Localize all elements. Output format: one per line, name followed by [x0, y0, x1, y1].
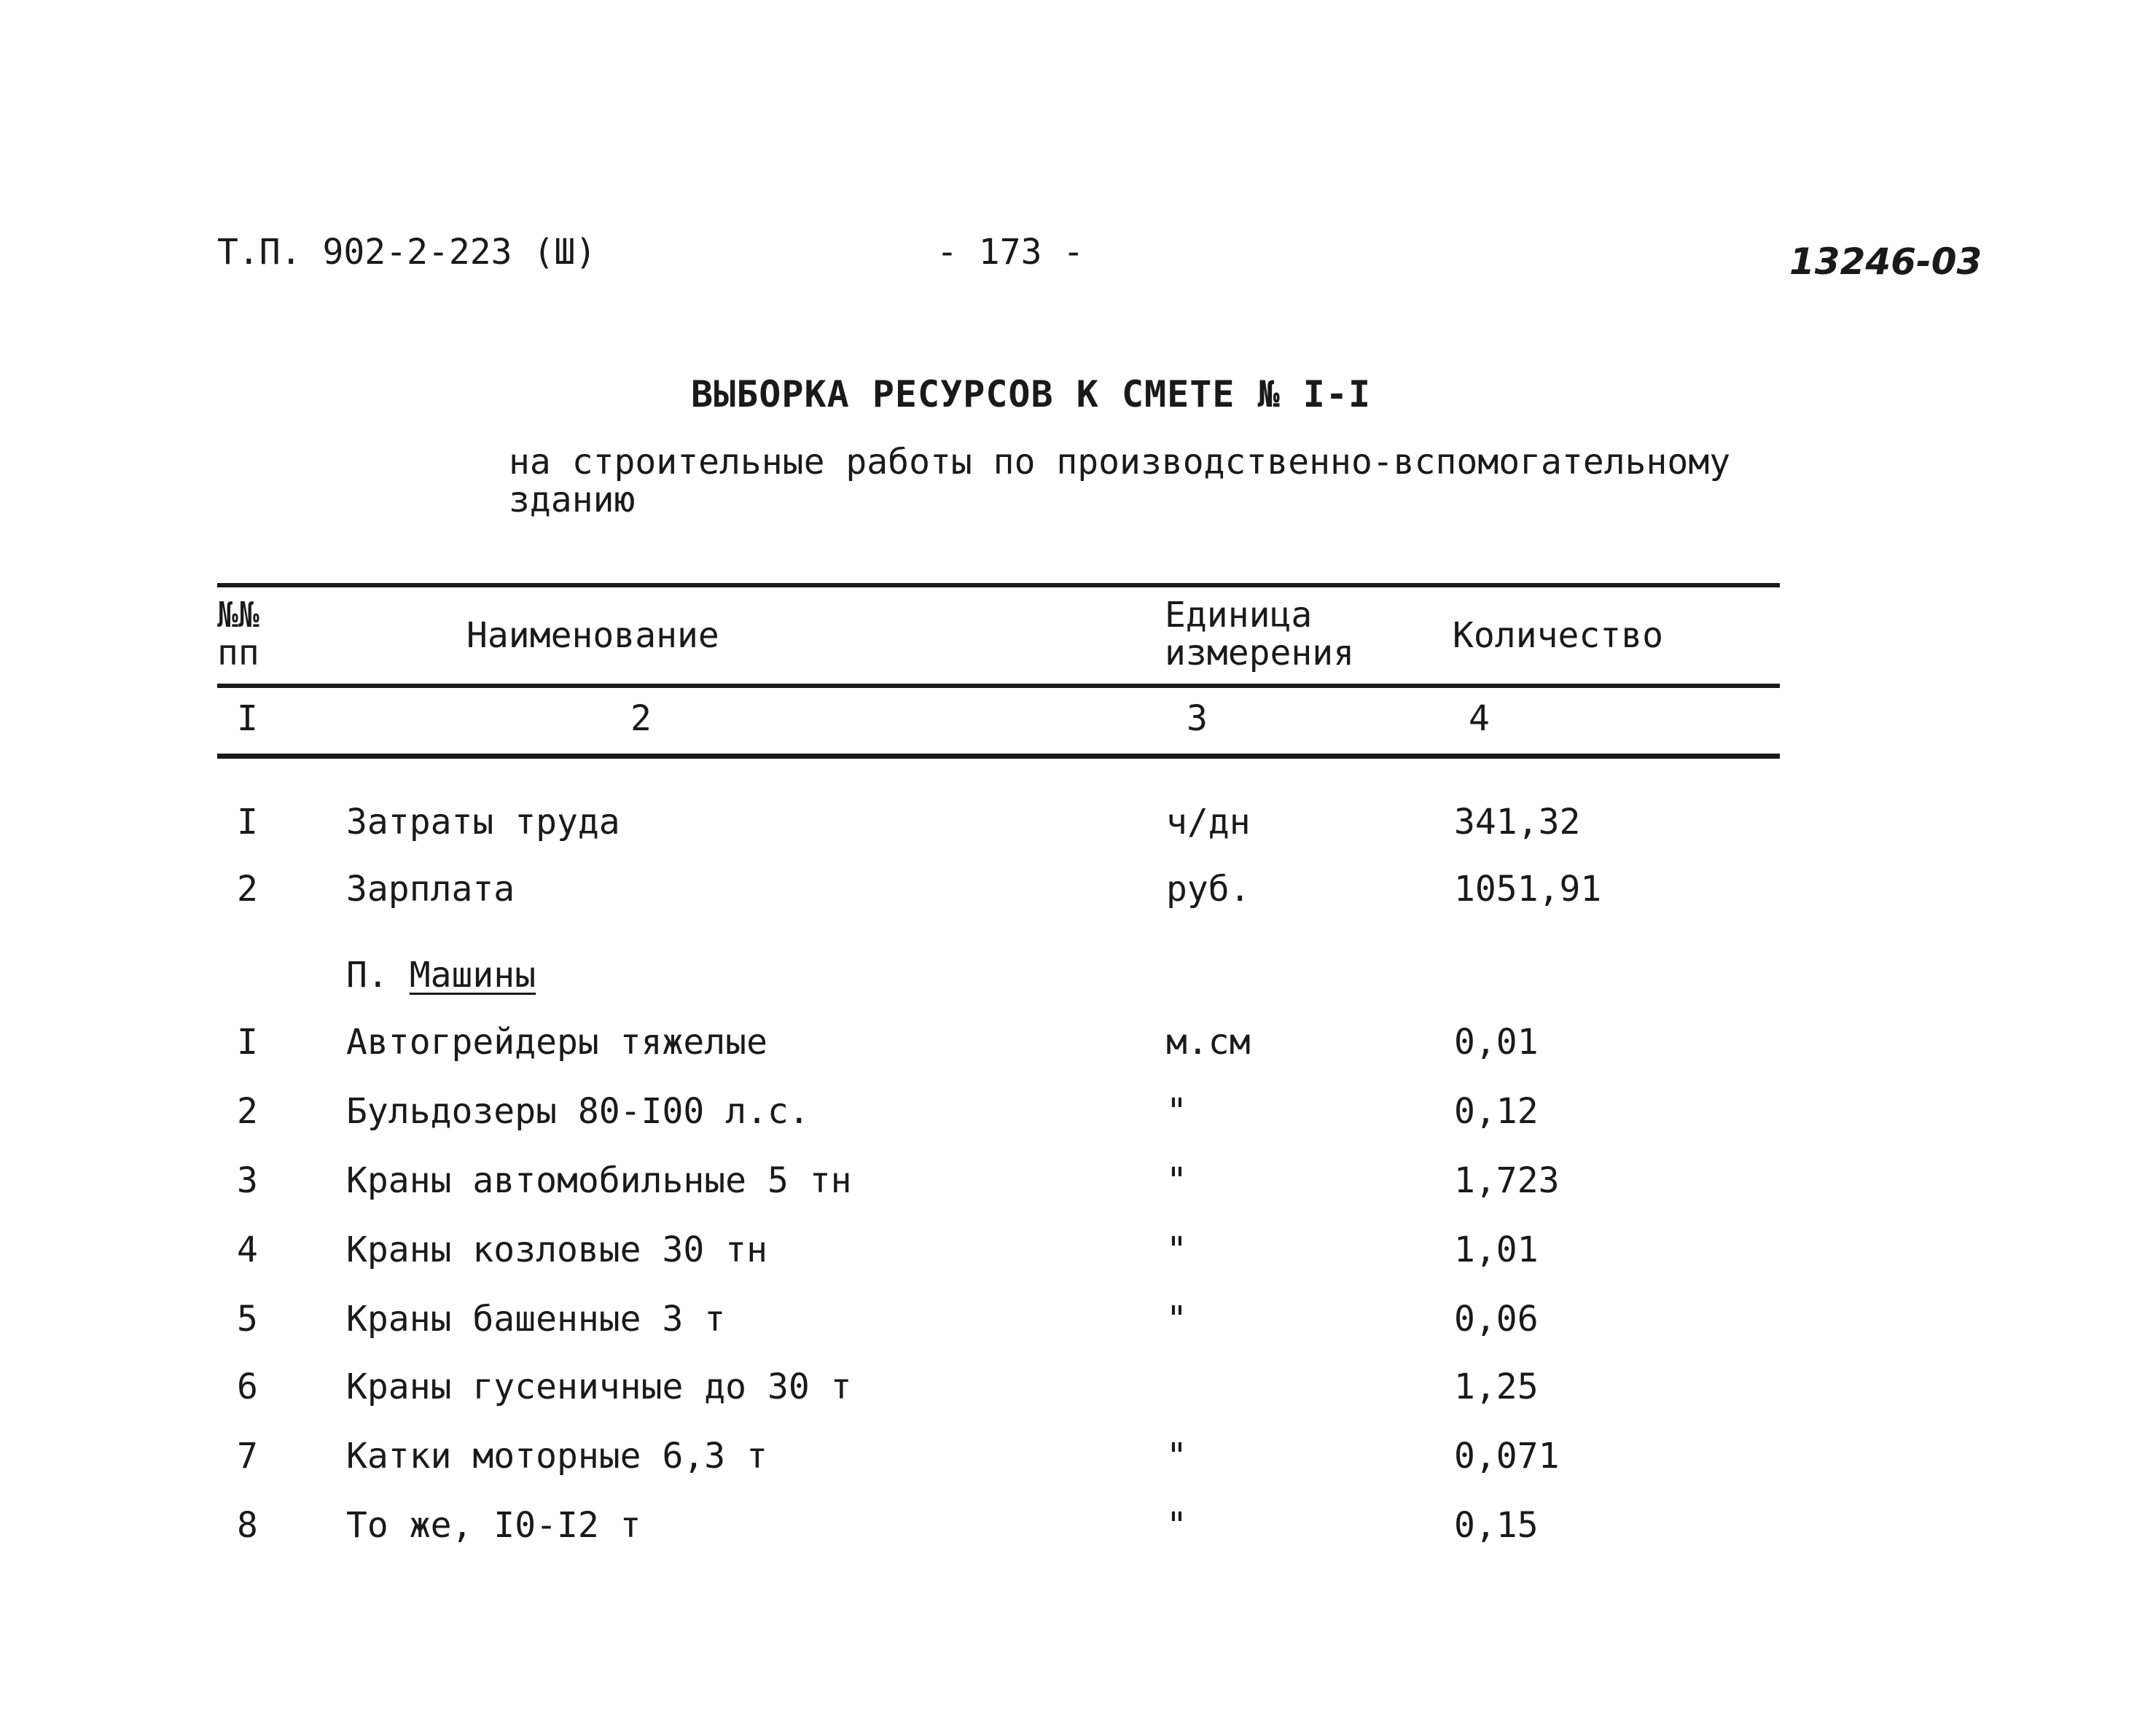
row-number: 6 [237, 1366, 258, 1407]
document-code: Т.П. 902-2-223 (Ш) [217, 232, 597, 273]
row-number: I [237, 802, 258, 842]
table-row [0, 869, 2153, 912]
row-number: 5 [237, 1299, 258, 1340]
row-name: Катки моторные 6,3 т [346, 1436, 767, 1477]
row-quantity: 0,15 [1454, 1505, 1539, 1546]
row-quantity: 0,01 [1454, 1022, 1539, 1063]
column-number-rule [217, 754, 1780, 759]
row-number: 2 [237, 869, 258, 910]
document-title: ВЫБОРКА РЕСУРСОВ К СМЕТЕ № I-I [691, 373, 1372, 415]
header-unit: Единица измерения [1165, 595, 1355, 673]
page-number: - 173 - [937, 232, 1085, 273]
document-subtitle: на строительные работы по производственно-вспомогательному зданию [509, 442, 1731, 520]
row-unit: м.см [1166, 1022, 1251, 1063]
header-number: №№ пп [217, 595, 259, 673]
row-name: Краны козловые 30 тн [346, 1229, 767, 1270]
row-name: Краны автомобильные 5 тн [346, 1160, 852, 1201]
table-row [0, 1436, 2153, 1479]
table-row [0, 1505, 2153, 1549]
header-name: Наименование [466, 615, 719, 656]
table-row [0, 1160, 2153, 1204]
row-unit: руб. [1166, 869, 1251, 910]
row-name: Затраты труда [346, 802, 620, 842]
row-name: Краны башенные 3 т [346, 1299, 726, 1340]
row-quantity: 1,01 [1454, 1229, 1539, 1270]
row-unit: " [1166, 1505, 1187, 1546]
row-quantity: 0,06 [1454, 1299, 1539, 1340]
row-number: 7 [237, 1436, 258, 1477]
row-quantity: 1,723 [1454, 1160, 1560, 1201]
row-quantity: 0,12 [1454, 1091, 1539, 1132]
header-separator-rule [217, 684, 1780, 688]
row-unit: ч/дн [1166, 802, 1251, 842]
archive-number: 13246-03 [1789, 241, 1982, 283]
section-heading [346, 955, 536, 996]
row-unit: " [1166, 1299, 1187, 1340]
row-unit: " [1166, 1229, 1187, 1270]
row-quantity: 1,25 [1454, 1366, 1539, 1407]
table-row [0, 1366, 2153, 1410]
header-quantity: Количество [1453, 615, 1663, 656]
row-number: 4 [237, 1229, 258, 1270]
table-row [0, 802, 2153, 845]
row-name: То же, I0-I2 т [346, 1505, 641, 1546]
column-number-2: 2 [630, 698, 652, 739]
row-unit: " [1166, 1160, 1187, 1201]
row-quantity: 341,32 [1454, 802, 1581, 842]
row-number: 3 [237, 1160, 258, 1201]
table-top-rule [217, 583, 1780, 587]
row-number: 2 [237, 1091, 258, 1132]
row-name: Автогрейдеры тяжелые [346, 1022, 767, 1063]
row-unit: " [1166, 1091, 1187, 1132]
column-number-1: I [237, 698, 258, 739]
row-number: 8 [237, 1505, 258, 1546]
column-number-3: 3 [1187, 698, 1208, 739]
section-title: Машины [409, 955, 536, 996]
column-number-4: 4 [1469, 698, 1490, 739]
row-name: Бульдозеры 80-I00 л.с. [346, 1091, 810, 1132]
row-name: Зарплата [346, 869, 515, 910]
table-row [0, 1229, 2153, 1273]
table-row [0, 1091, 2153, 1135]
row-unit: " [1166, 1436, 1187, 1477]
table-row [0, 1022, 2153, 1066]
row-name: Краны гусеничные до 30 т [346, 1366, 852, 1407]
row-quantity: 1051,91 [1454, 869, 1602, 910]
table-row [0, 1299, 2153, 1342]
row-quantity: 0,071 [1454, 1436, 1560, 1477]
row-number: I [237, 1022, 258, 1063]
section-prefix: П. [346, 955, 388, 996]
